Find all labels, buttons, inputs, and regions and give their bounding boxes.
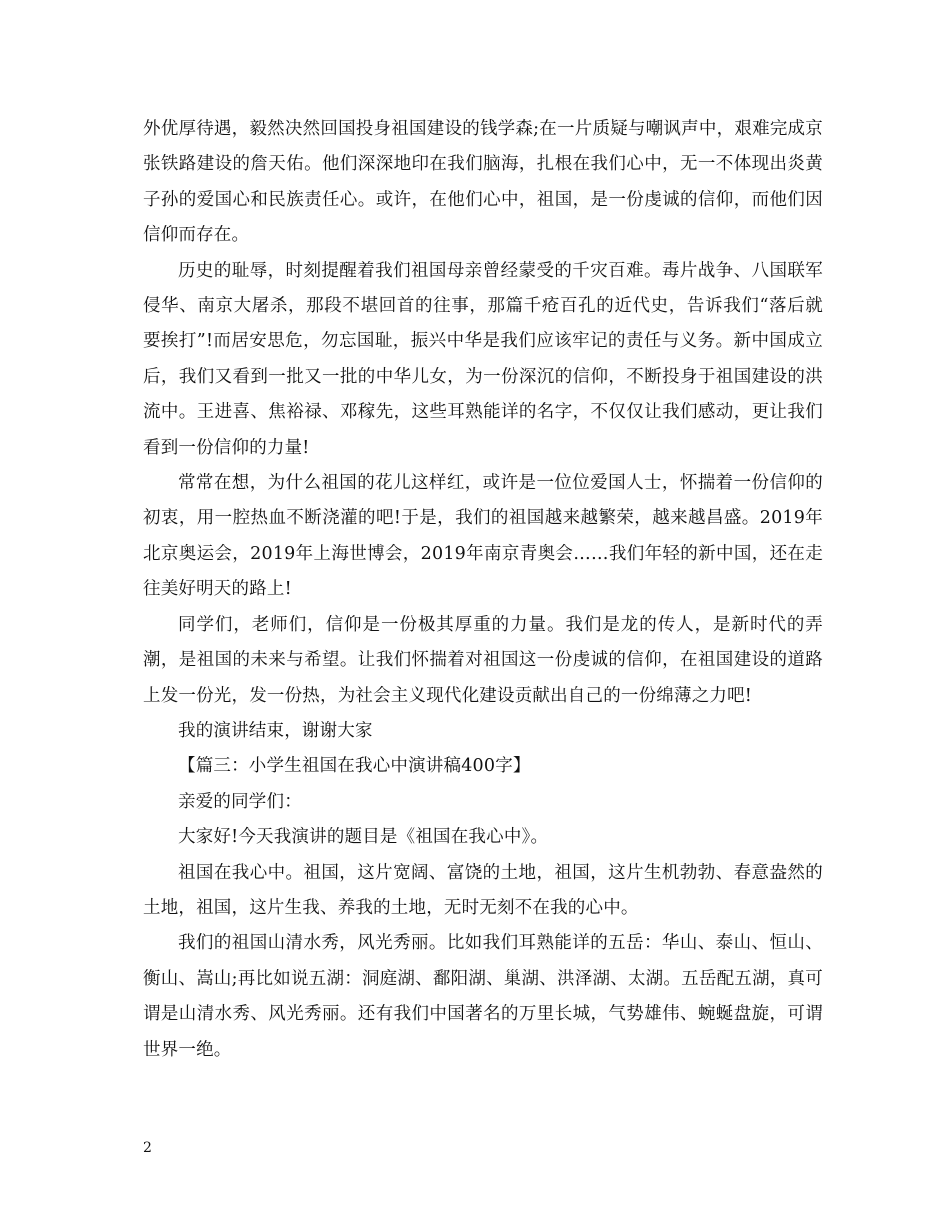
paragraph: 我的演讲结束，谢谢大家 <box>178 720 373 741</box>
document-body <box>143 112 823 1068</box>
section-heading: 【篇三：小学生祖国在我心中演讲稿400字】 <box>178 756 531 777</box>
paragraph: 同学们，老师们，信仰是一份极其厚重的力量。我们是龙的传人，是新时代的弄潮，是祖国的未来与希望。让我们怀揣着对祖国这一份虔诚的信仰，在祖国建设的道路上发一份光，发一份热，为社会主义现代化建设贡献出自己的一份绵薄之力吧! <box>143 614 823 706</box>
paragraph: 常常在想，为什么祖国的花儿这样红，或许是一位位爱国人士，怀揣着一份信仰的初衷，用一腔热血不断浇灌的吧!于是，我们的祖国越来越繁荣，越来越昌盛。2019年北京奥运会，2019年上海世博会，2019年南京青奥会……我们年轻的新中国，还在走往美好明天的路上! <box>143 473 823 600</box>
page-number: 2 <box>143 1140 152 1156</box>
paragraph: 我们的祖国山清水秀，风光秀丽。比如我们耳熟能详的五岳：华山、泰山、恒山、衡山、嵩山;再比如说五湖：洞庭湖、鄱阳湖、巢湖、洪泽湖、太湖。五岳配五湖，真可谓是山清水秀、风光秀丽。还有我们中国著名的万里长城，气势雄伟、蜿蜒盘旋，可谓世界一绝。 <box>143 933 823 1060</box>
paragraph: 大家好!今天我演讲的题目是《祖国在我心中》。 <box>178 827 549 848</box>
paragraph: 祖国在我心中。祖国，这片宽阔、富饶的土地，祖国，这片生机勃勃、春意盎然的土地，祖国，这片生我、养我的土地，无时无刻不在我的心中。 <box>143 862 823 918</box>
salutation: 亲爱的同学们： <box>178 791 302 812</box>
paragraph: 历史的耻辱，时刻提醒着我们祖国母亲曾经蒙受的千灾百难。毒片战争、八国联军侵华、南京大屠杀，那段不堪回首的往事，那篇千疮百孔的近代史，告诉我们“落后就要挨打”!而居安思危，勿忘国耻，振兴中华是我们应该牢记的责任与义务。新中国成立后，我们又看到一批又一批的中华儿女，为一份深沉的信仰，不断投身于祖国建设的洪流中。王进喜、焦裕禄、邓稼先，这些耳熟能详的名字，不仅仅让我们感动，更让我们看到一份信仰的力量! <box>143 260 823 458</box>
paragraph: 外优厚待遇，毅然决然回国投身祖国建设的钱学森;在一片质疑与嘲讽声中，艰难完成京张铁路建设的詹天佑。他们深深地印在我们脑海，扎根在我们心中，无一不体现出炎黄子孙的爱国心和民族责任心。或许，在他们心中，祖国，是一份虔诚的信仰，而他们因信仰而存在。 <box>143 119 823 246</box>
